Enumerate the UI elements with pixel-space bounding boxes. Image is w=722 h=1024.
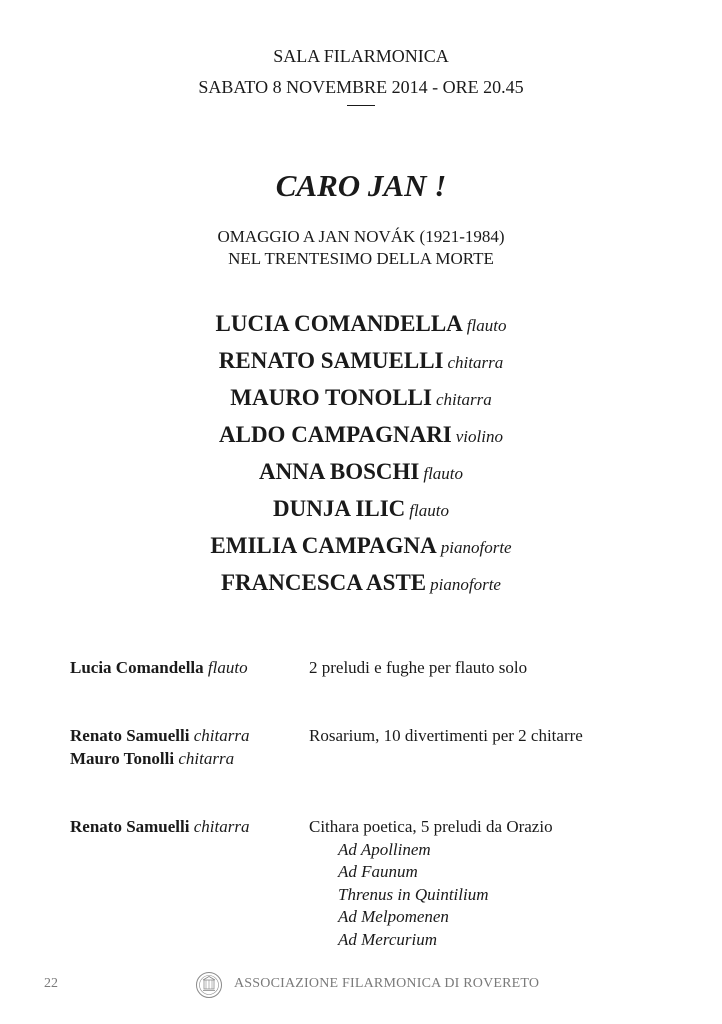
performer-name: LUCIA COMANDELLA [215, 311, 463, 336]
performer-name: ANNA BOSCHI [258, 459, 420, 484]
movement-title: Ad Mercurium [338, 929, 437, 949]
venue: SALA FILARMONICA [273, 46, 449, 66]
filarmonica-seal-icon [195, 971, 223, 999]
movement-title: Ad Apollinem [338, 839, 431, 859]
performer-instrument: chitarra [435, 390, 492, 409]
performer-instrument: flauto [466, 316, 507, 335]
performer-instrument: flauto [423, 464, 464, 483]
program-players [70, 816, 305, 839]
player-name: Mauro Tonolli [70, 748, 175, 768]
performer-name: MAURO TONOLLI [230, 385, 432, 410]
performer-instrument: chitarra [447, 353, 504, 372]
player-name: Lucia Comandella [70, 658, 204, 677]
performer [0, 564, 722, 601]
performer [0, 453, 722, 490]
performer [0, 416, 722, 453]
player-instrument: chitarra [178, 748, 235, 768]
program-players [70, 725, 305, 770]
performer [0, 527, 722, 564]
player-instrument: flauto [207, 658, 248, 677]
player-instrument: chitarra [193, 726, 250, 745]
concert-title: CARO JAN ! [275, 168, 447, 203]
performer-name: EMILIA CAMPAGNA [210, 533, 437, 558]
performer [0, 305, 722, 342]
performer-instrument: violino [455, 427, 503, 446]
performer [0, 342, 722, 379]
performer-name: DUNJA ILIC [273, 496, 406, 521]
program-player [70, 816, 305, 839]
movement-title: Threnus in Quintilium [338, 884, 489, 904]
performer-name: FRANCESCA ASTE [221, 570, 427, 595]
work-title: Rosarium, 10 divertimenti per 2 chitarre [309, 726, 583, 745]
subtitle-line-2: NEL TRENTESIMO DELLA MORTE [228, 249, 494, 268]
performer-name: RENATO SAMUELLI [218, 348, 444, 373]
work-title: 2 preludi e fughe per flauto solo [309, 658, 528, 677]
event-datetime: SABATO 8 NOVEMBRE 2014 - ORE 20.45 [198, 77, 524, 97]
performer [0, 490, 722, 527]
performer-instrument: pianoforte [430, 575, 501, 594]
movement-title: Ad Faunum [338, 862, 418, 881]
player-name: Renato Samuelli [70, 817, 190, 836]
program-work [309, 657, 669, 680]
program-player [70, 748, 305, 771]
program-work [309, 816, 669, 951]
program-player [70, 725, 305, 748]
concert-subtitle [0, 226, 722, 270]
movement-title: Ad Melpomenen [338, 907, 449, 926]
program-player [70, 657, 305, 680]
player-name: Renato Samuelli [70, 726, 190, 745]
performer-instrument: pianoforte [440, 538, 512, 557]
work-title: Cithara poetica, 5 preludi da Orazio [309, 817, 553, 836]
association-name: ASSOCIAZIONE FILARMONICA DI ROVERETO [234, 976, 540, 991]
player-instrument: chitarra [193, 817, 250, 836]
performer-instrument: flauto [409, 501, 449, 520]
performer [0, 379, 722, 416]
separator-rule [347, 105, 375, 106]
program-work [309, 725, 669, 748]
page-number: 22 [44, 976, 58, 991]
performer-list [0, 305, 722, 601]
page-footer [0, 976, 722, 996]
performer-name: ALDO CAMPAGNARI [219, 422, 452, 447]
subtitle-line-1: OMAGGIO A JAN NOVÁK (1921-1984) [217, 227, 505, 246]
program-players [70, 657, 305, 680]
event-header [0, 41, 722, 103]
